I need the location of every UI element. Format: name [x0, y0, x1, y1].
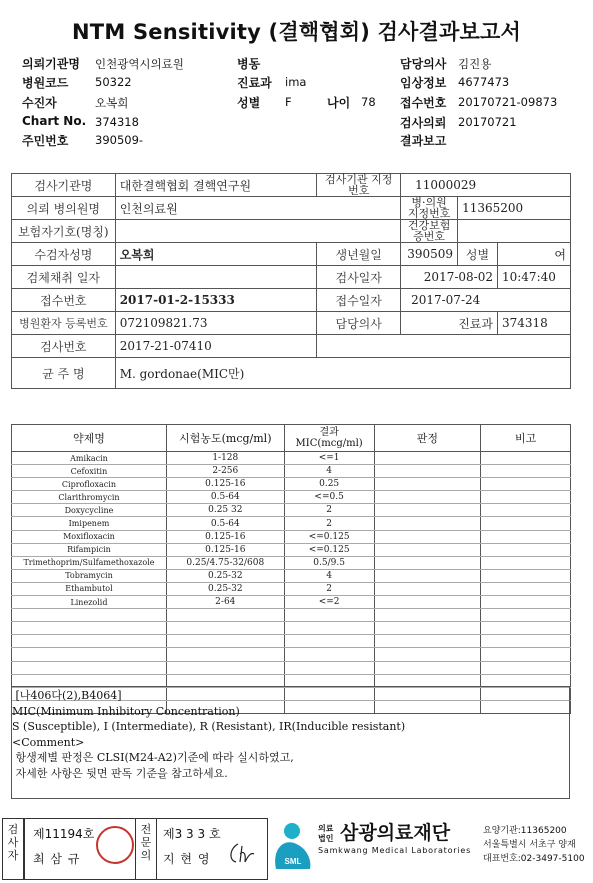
- institution-value: 인천광역시의료원: [95, 57, 184, 71]
- comment-line-1: 항생제별 판정은 CLSI(M24-A2)기준에 따라 실시하였고,: [12, 751, 294, 764]
- drug-name-cell: [12, 648, 167, 661]
- examiner-label: 검사자: [2, 818, 24, 880]
- table-row: [12, 648, 571, 661]
- drug-name-cell: Tobramycin: [12, 569, 167, 582]
- concentration-cell: 0.25-32: [166, 582, 284, 595]
- doctor-cell-label: 담당의사: [317, 312, 401, 335]
- logo-badge-text: SML: [284, 857, 302, 866]
- judgement-cell: [374, 491, 481, 504]
- table-row: [12, 582, 571, 595]
- remarks-cell: [481, 635, 571, 648]
- insurance-no-label: 보험자기호(명칭): [12, 220, 116, 243]
- concentration-cell: 2-256: [166, 465, 284, 478]
- mic-result-cell: 2: [284, 504, 374, 517]
- receipt-no-value: 20170721-09873: [458, 95, 558, 109]
- table-row: [12, 622, 571, 635]
- mic-result-cell: [284, 648, 374, 661]
- concentration-cell: 0.125-16: [166, 530, 284, 543]
- concentration-cell: 1-128: [166, 452, 284, 465]
- test-date-label: 검사일자: [317, 266, 401, 289]
- requesting-hospital-label: 의뢰 병의원명: [12, 197, 116, 220]
- drug-name-cell: [12, 661, 167, 674]
- hospital-code-label: 병원코드: [22, 76, 69, 90]
- table-row: [12, 556, 571, 569]
- drug-name-cell: Amikacin: [12, 452, 167, 465]
- org-english-name: Samkwang Medical Laboratories: [318, 846, 472, 855]
- hospital-code-value: 50322: [95, 75, 132, 89]
- concentration-cell: 0.125-16: [166, 478, 284, 491]
- report-title: NTM Sensitivity (결핵협회) 검사결과보고서: [72, 20, 521, 44]
- concentration-cell: 0.25-32: [166, 569, 284, 582]
- concentration-cell: 0.25 32: [166, 504, 284, 517]
- table-row: [12, 609, 571, 622]
- resident-no-value: 390509-: [95, 133, 144, 147]
- mic-result-cell: [284, 622, 374, 635]
- department-cell-label: 진료과: [401, 312, 498, 335]
- mic-result-cell: [284, 635, 374, 648]
- sml-logo-icon: [272, 821, 316, 871]
- insurance-no-value: [115, 220, 400, 243]
- requesting-hospital-value: 인천의료원: [115, 197, 400, 220]
- concentration-cell: [166, 661, 284, 674]
- remarks-cell: [481, 517, 571, 530]
- judgement-cell: [374, 452, 481, 465]
- patient-value: 오복희: [95, 96, 129, 110]
- remarks-cell: [481, 596, 571, 609]
- remarks-cell: [481, 491, 571, 504]
- comment-box: [11, 686, 570, 799]
- specimen-date-label: 검체채취 일자: [12, 266, 116, 289]
- birth-date-value: 390509: [401, 243, 458, 266]
- judgement-cell: [374, 622, 481, 635]
- department-cell-value: 374318: [497, 312, 570, 335]
- remarks-cell: [481, 556, 571, 569]
- mic-result-cell: 2: [284, 517, 374, 530]
- hospital-designation-value: 11365200: [458, 197, 571, 220]
- table-row: [12, 478, 571, 491]
- specialist-signature: [226, 840, 256, 866]
- drug-name-cell: Cefoxitin: [12, 465, 167, 478]
- test-no-label: 검사번호: [12, 335, 116, 358]
- specimen-date-value: [115, 266, 317, 289]
- col-drug-header: 약제명: [12, 425, 167, 452]
- organism-value: M. gordonae(MIC만): [115, 358, 570, 389]
- table-row: [12, 452, 571, 465]
- table-row: [12, 504, 571, 517]
- examiner-license: 제11194호: [33, 827, 95, 841]
- judgement-cell: [374, 582, 481, 595]
- drug-name-cell: Ethambutol: [12, 582, 167, 595]
- mic-result-cell: 0.25: [284, 478, 374, 491]
- examiner-seal-stamp: [96, 826, 134, 864]
- mic-result-cell: <=0.5: [284, 491, 374, 504]
- clinical-info-value: 4677473: [458, 75, 510, 89]
- remarks-cell: [481, 648, 571, 661]
- col-remarks-header: 비고: [481, 425, 571, 452]
- judgement-cell: [374, 569, 481, 582]
- registration-no-value: 072109821.73: [115, 312, 317, 335]
- lab-name-value: 대한결핵협회 결핵연구원: [115, 174, 317, 197]
- receipt-no-cell-value: 2017-01-2-15333: [115, 289, 317, 312]
- drug-name-cell: Linezolid: [12, 596, 167, 609]
- chart-no-label: Chart No.: [22, 114, 87, 128]
- chart-no-value: 374318: [95, 115, 139, 129]
- col-judgement-header: 판정: [374, 425, 481, 452]
- doctor-value: 김진용: [458, 57, 492, 71]
- test-no-value: 2017-21-07410: [115, 335, 317, 358]
- table-row: [12, 465, 571, 478]
- concentration-cell: 0.125-16: [166, 543, 284, 556]
- ward-label: 병동: [237, 57, 261, 71]
- receipt-date-label: 접수일자: [317, 289, 401, 312]
- remarks-cell: [481, 582, 571, 595]
- mic-result-cell: <=2: [284, 596, 374, 609]
- sex-value: F: [285, 95, 292, 109]
- test-request-label: 검사의뢰: [400, 116, 447, 130]
- test-time-value: 10:47:40: [497, 266, 570, 289]
- drug-name-cell: Rifampicin: [12, 543, 167, 556]
- specialist-label: 전문의: [135, 818, 157, 880]
- sex-cell-value: 여: [497, 243, 570, 266]
- lab-name-label: 검사기관명: [12, 174, 116, 197]
- table-row: [12, 543, 571, 556]
- doctor-label: 담당의사: [400, 57, 447, 71]
- concentration-cell: 0.5-64: [166, 517, 284, 530]
- result-report-label: 결과보고: [400, 134, 447, 148]
- comment-legend: S (Susceptible), I (Intermediate), R (Resistant), IR(Inducible resistant): [12, 720, 406, 733]
- mic-result-cell: 2: [284, 582, 374, 595]
- institution-label: 의뢰기관명: [22, 57, 80, 71]
- examination-info-table: [11, 173, 571, 389]
- concentration-cell: [166, 622, 284, 635]
- drug-name-cell: [12, 635, 167, 648]
- report-header: [0, 55, 593, 150]
- mic-result-cell: 4: [284, 569, 374, 582]
- remarks-cell: [481, 661, 571, 674]
- drug-name-cell: [12, 609, 167, 622]
- hospital-designation-label: 병·의원 지정번호: [401, 197, 458, 220]
- judgement-cell: [374, 465, 481, 478]
- receipt-no-cell-label: 접수번호: [12, 289, 116, 312]
- judgement-cell: [374, 596, 481, 609]
- patient-label: 수진자: [22, 96, 57, 110]
- table-row: [12, 661, 571, 674]
- age-value: 78: [361, 95, 376, 109]
- judgement-cell: [374, 661, 481, 674]
- concentration-cell: [166, 635, 284, 648]
- organism-label: 균 주 명: [12, 358, 116, 389]
- col-mic-header: 결과 MIC(mcg/ml): [284, 425, 374, 452]
- comment-code: [나406다(2),B4064]: [12, 689, 122, 702]
- drug-name-cell: Doxycycline: [12, 504, 167, 517]
- drug-name-cell: Clarithromycin: [12, 491, 167, 504]
- table-row: [12, 517, 571, 530]
- specialist-license: 제3 3 3 호: [163, 827, 221, 841]
- remarks-cell: [481, 543, 571, 556]
- col-concentration-header: 시험농도(mcg/ml): [166, 425, 284, 452]
- remarks-cell: [481, 452, 571, 465]
- lab-designation-label: 검사기관 지정번호: [317, 174, 401, 197]
- table-row: [12, 569, 571, 582]
- judgement-cell: [374, 530, 481, 543]
- sex-label: 성별: [237, 96, 261, 110]
- birth-date-label: 생년월일: [317, 243, 401, 266]
- table-row: [12, 635, 571, 648]
- lab-designation-value: 11000029: [401, 174, 571, 197]
- examiner-name: 최 삼 규: [33, 852, 81, 866]
- concentration-cell: 2-64: [166, 596, 284, 609]
- examinee-label: 수검자성명: [12, 243, 116, 266]
- rep-phone: 대표번호:02-3497-5100: [483, 854, 585, 864]
- drug-name-cell: Imipenem: [12, 517, 167, 530]
- test-request-value: 20170721: [458, 115, 517, 129]
- mic-result-cell: <=0.125: [284, 543, 374, 556]
- mic-result-cell: 0.5/9.5: [284, 556, 374, 569]
- care-institution-no: 요양기관:11365200: [483, 826, 567, 836]
- receipt-no-label: 접수번호: [400, 96, 447, 110]
- judgement-cell: [374, 543, 481, 556]
- comment-line-2: 자세한 사항은 뒷면 판독 기준을 참고하세요.: [12, 766, 228, 780]
- org-name: 삼광의료재단: [340, 822, 451, 844]
- remarks-cell: [481, 530, 571, 543]
- comment-heading: <Comment>: [12, 735, 85, 749]
- table-row: [12, 530, 571, 543]
- mic-result-cell: [284, 661, 374, 674]
- table-row: [12, 596, 571, 609]
- remarks-cell: [481, 622, 571, 635]
- remarks-cell: [481, 504, 571, 517]
- test-date-value: 2017-08-02: [401, 266, 498, 289]
- age-label: 나이: [327, 96, 351, 110]
- health-insurance-label: 건강보험 증번호: [401, 220, 458, 243]
- resident-no-label: 주민번호: [22, 134, 69, 148]
- mic-result-cell: [284, 609, 374, 622]
- concentration-cell: 0.5-64: [166, 491, 284, 504]
- concentration-cell: 0.25/4.75-32/608: [166, 556, 284, 569]
- judgement-cell: [374, 635, 481, 648]
- clinical-info-label: 임상정보: [400, 76, 447, 90]
- judgement-cell: [374, 478, 481, 491]
- report-footer: [0, 818, 593, 880]
- health-insurance-value: [458, 220, 571, 243]
- mic-result-cell: 4: [284, 465, 374, 478]
- drug-sensitivity-table: [11, 424, 571, 714]
- judgement-cell: [374, 517, 481, 530]
- mic-result-cell: <=1: [284, 452, 374, 465]
- judgement-cell: [374, 504, 481, 517]
- remarks-cell: [481, 569, 571, 582]
- remarks-cell: [481, 609, 571, 622]
- sex-cell-label: 성별: [458, 243, 498, 266]
- mic-result-cell: <=0.125: [284, 530, 374, 543]
- specialist-name: 지 현 영: [163, 852, 211, 866]
- judgement-cell: [374, 648, 481, 661]
- department-value: ima: [285, 75, 307, 89]
- org-prefix: 의료 법인: [318, 824, 334, 843]
- remarks-cell: [481, 465, 571, 478]
- judgement-cell: [374, 556, 481, 569]
- drug-name-cell: Moxifloxacin: [12, 530, 167, 543]
- table-row: [12, 491, 571, 504]
- registration-no-label: 병원환자 등록번호: [12, 312, 116, 335]
- drug-name-cell: [12, 622, 167, 635]
- examinee-value: 오복희: [115, 243, 317, 266]
- drug-name-cell: Trimethoprim/Sulfamethoxazole: [12, 556, 167, 569]
- receipt-date-value: 2017-07-24: [401, 289, 571, 312]
- concentration-cell: [166, 648, 284, 661]
- org-address: 서울특별시 서초구 양재: [483, 840, 576, 850]
- judgement-cell: [374, 609, 481, 622]
- department-label: 진료과: [237, 76, 272, 90]
- comment-mic-definition: MIC(Minimum Inhibitory Concentration): [12, 704, 240, 718]
- drug-name-cell: Ciprofloxacin: [12, 478, 167, 491]
- concentration-cell: [166, 609, 284, 622]
- remarks-cell: [481, 478, 571, 491]
